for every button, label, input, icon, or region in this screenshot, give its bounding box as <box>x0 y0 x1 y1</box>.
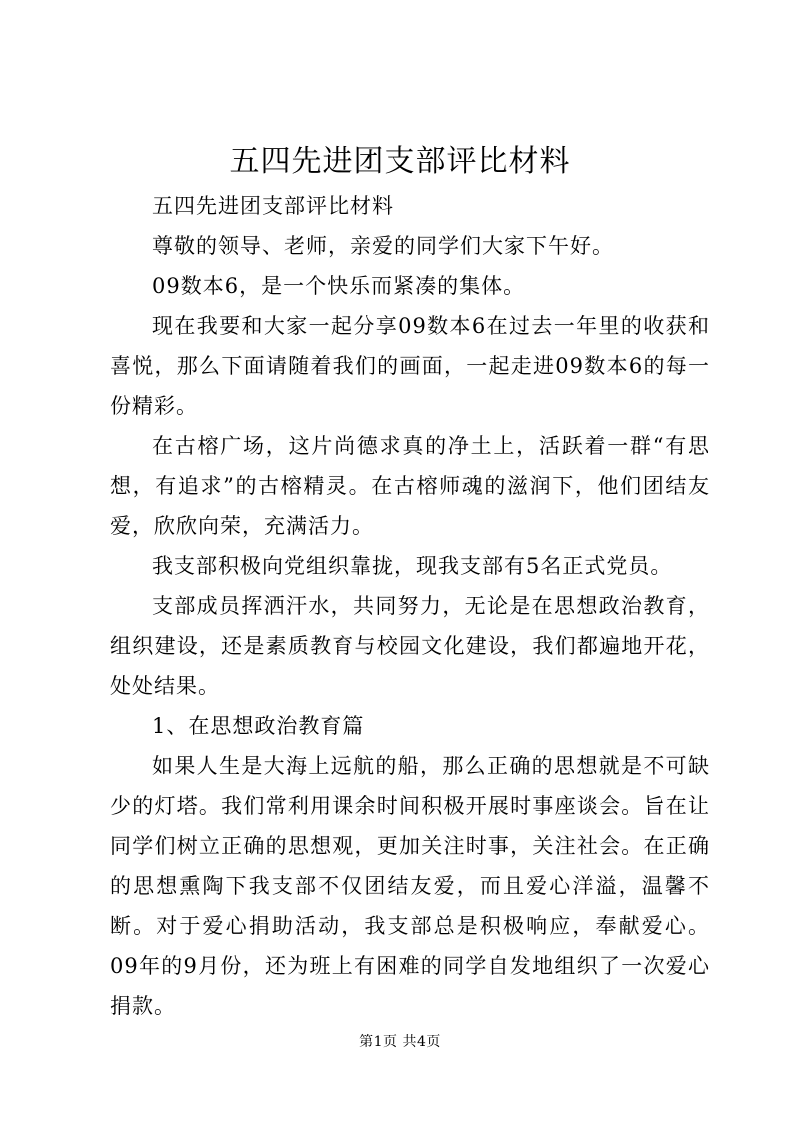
section-heading: 1、在思想政治教育篇 <box>152 714 365 738</box>
paragraph-1: 五四先进团支部评比材料 <box>152 194 394 218</box>
paragraph-2: 尊敬的领导、老师，亲爱的同学们大家下午好。 <box>152 234 614 258</box>
paragraph-5: 在古榕广场，这片尚德求真的净土上，活跃着一群“有思想，有追求”的古榕精灵。在古榕师魂的滋润下，他们团结友爱，欣欣向荣，充满活力。 <box>110 434 710 538</box>
paragraph-7: 支部成员挥洒汗水，共同努力，无论是在思想政治教育，组织建设，还是素质教育与校园文化建设，我们都遍地开花，处处结果。 <box>110 594 710 698</box>
paragraph-4: 现在我要和大家一起分享09数本6在过去一年里的收获和喜悦，那么下面请随着我们的画面，一起走进09数本6的每一份精彩。 <box>110 314 710 418</box>
paragraph-6: 我支部积极向党组织靠拢，现我支部有5名正式党员。 <box>152 554 673 578</box>
paragraph-3: 09数本6，是一个快乐而紧凑的集体。 <box>152 274 526 298</box>
document-body <box>110 186 710 1026</box>
paragraph-9: 如果人生是大海上远航的船，那么正确的思想就是不可缺少的灯塔。我们常利用课余时间积极开展时事座谈会。旨在让同学们树立正确的思想观，更加关注时事，关注社会。在正确的思想熏陶下我支部不仅团结友爱，而且爱心洋溢，温馨不断。对于爱心捐助活动，我支部总是积极响应，奉献爱心。09年的9月份，还为班上有困难的同学自发地组织了一次爱心捐款。 <box>110 754 710 1018</box>
page-footer: 第1页 共4页 <box>359 1034 441 1050</box>
document-title: 五四先进团支部评比材料 <box>229 144 571 179</box>
